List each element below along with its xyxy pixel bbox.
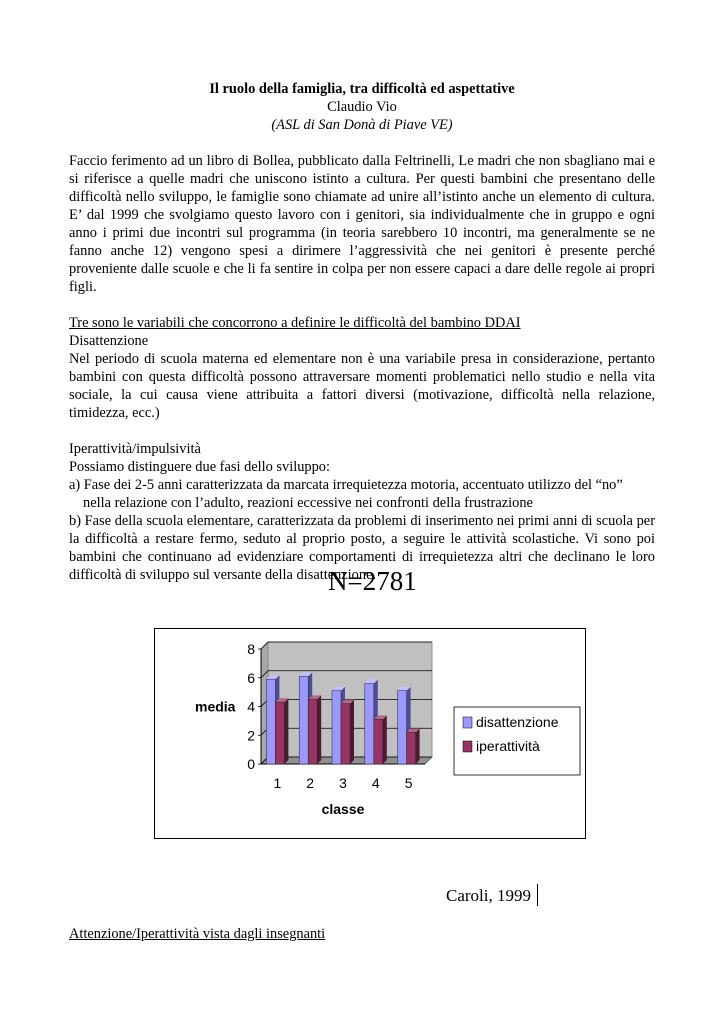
subheading-iperattivita: Iperattività/impulsività: [69, 441, 201, 457]
bar: [332, 691, 341, 764]
figure-credit: Caroli, 1999: [446, 886, 531, 905]
author-affiliation: (ASL di San Donà di Piave VE): [271, 117, 453, 133]
lead-fasi: Possiamo distinguere due fasi dello sviluppo:: [69, 459, 331, 475]
bar-side: [350, 700, 354, 764]
bar: [374, 719, 383, 764]
bar-chart: [155, 629, 585, 838]
bar-side: [383, 715, 387, 764]
bar-side: [416, 728, 420, 764]
chart-frame: [154, 628, 586, 839]
x-axis-label: classe: [321, 801, 365, 817]
bar: [407, 732, 416, 764]
x-tick-label: 2: [306, 775, 315, 791]
footer-heading: Attenzione/Iperattività vista dagli insegnanti: [69, 926, 326, 942]
legend-swatch: [463, 741, 472, 752]
subheading-disattenzione: Disattenzione: [69, 333, 149, 349]
x-tick-label: 3: [339, 775, 347, 791]
x-tick-label: 1: [273, 775, 282, 791]
figure-title: N=2781: [328, 566, 417, 596]
document-title: Il ruolo della famiglia, tra difficoltà ed aspettative: [209, 81, 515, 97]
author-name: Claudio Vio: [327, 99, 397, 115]
text-cursor: [537, 884, 538, 906]
document-body: [69, 80, 655, 584]
legend-label: iperattività: [476, 738, 540, 754]
bar: [275, 702, 284, 764]
y-tick-label: 0: [247, 756, 255, 772]
legend-label: disattenzione: [476, 714, 559, 730]
bar: [341, 704, 350, 764]
x-tick-label: 4: [371, 775, 380, 791]
bar: [266, 679, 275, 764]
section-heading-variables: Tre sono le variabili che concorrono a definire le difficoltà del bambino DDAI: [69, 315, 521, 331]
y-tick-label: 4: [247, 698, 255, 715]
intro-paragraph: Faccio ferimento ad un libro di Bollea, pubblicato dalla Feltrinelli, Le madri che non sbagliano mai e si riferisce a quelle madri che uniscono istinto a cultura. Per questi bambini che presentano delle difficoltà nello sviluppo, le famiglie sono chiamate ad unire all’istinto anche un elemento di cultura. E’ dal 1999 che svolgiamo questo lavoro con i genitori, sia individualmente che in gruppo e ogni anno i primi due incontri sul programma (in teoria sarebbero 10 incontri, ma generalmente se ne fanno anche 12) vengono spesi a dirimere l’aggressività che nei genitori è presente perché proveniente dalle scuole e che li fa sentire in colpa per non essere capaci a dare delle regole ai propri figli.: [69, 153, 655, 295]
item-b: b) Fase della scuola elementare, caratterizzata da problemi di inserimento nei primi anni di scuola per la difficoltà a restare fermo, seduto al proprio posto, a seguire le attività scolastiche. Vi sono poi bambini che continuano ad evidenziare comportamenti di irrequietezza altri che declinano le loro difficoltà di sviluppo sul versante della disattenzione.: [69, 513, 655, 583]
x-tick-label: 5: [404, 775, 413, 791]
y-tick-label: 2: [247, 727, 255, 744]
bar: [308, 699, 317, 764]
paragraph-disattenzione: Nel periodo di scuola materna ed elementare non è una variabile presa in considerazione, pertanto bambini con questa difficoltà possono attraversare momenti problematici nello studio e nella vita sociale, la cui causa viene attribuita a fattori diversi (motivazione, difficoltà nella relazione, timidezza, ecc.): [69, 351, 655, 421]
bar-side: [317, 695, 321, 764]
y-axis-label: media: [195, 698, 236, 715]
bar: [398, 691, 407, 764]
legend-swatch: [463, 717, 472, 728]
y-tick-label: 8: [247, 641, 255, 657]
bar: [365, 684, 374, 765]
y-tick-label: 6: [247, 669, 255, 686]
item-a-line1: a) Fase dei 2-5 anni caratterizzata da marcata irrequietezza motoria, accentuato utilizzo del “no”: [69, 477, 623, 493]
item-a-line2: nella relazione con l’adulto, reazioni eccessive nei confronti della frustrazione: [83, 495, 533, 511]
bar-side: [284, 698, 288, 764]
bar: [299, 676, 308, 764]
chart-figure: [150, 560, 590, 910]
